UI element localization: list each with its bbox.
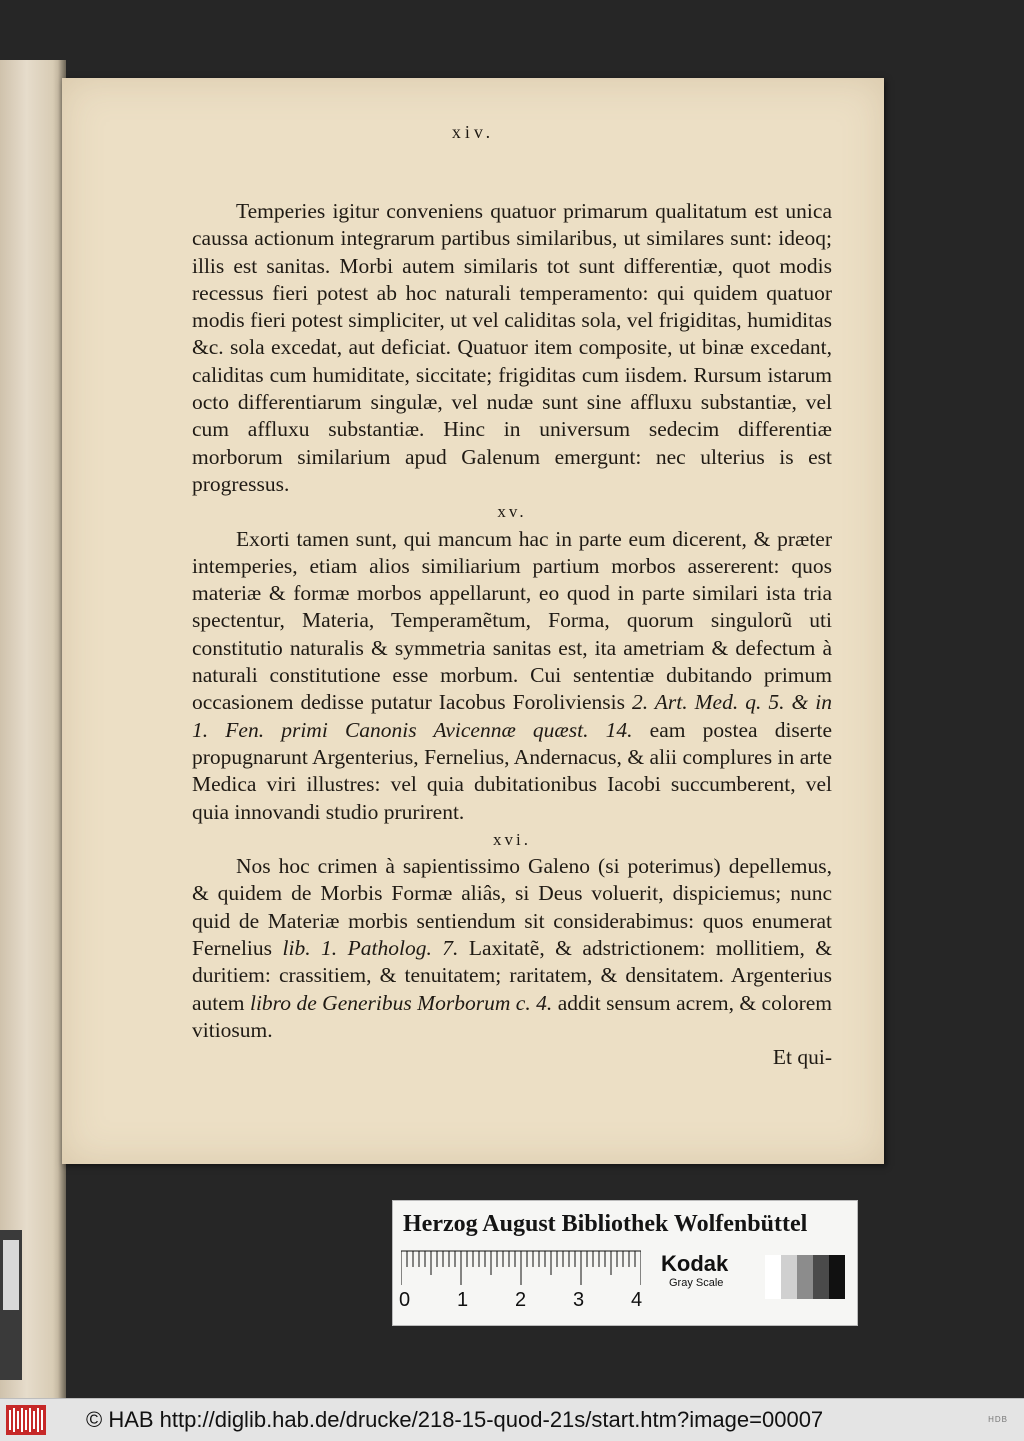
kodak-logo: Kodak	[661, 1251, 729, 1276]
paragraph-16	[192, 853, 832, 1044]
gray-swatch	[829, 1255, 845, 1299]
gray-scale-label: Gray Scale	[669, 1277, 724, 1289]
color-reference-card	[392, 1200, 858, 1326]
footer-bar	[0, 1398, 1024, 1441]
ruler-number: 4	[631, 1289, 643, 1311]
side-strip-label	[3, 1240, 19, 1310]
paragraph-15	[192, 526, 832, 826]
citation-italic: lib. 1. Patholog. 7.	[282, 936, 459, 961]
ruler-scale	[401, 1249, 641, 1285]
paragraph-16-part-a: Nos hoc crimen à sapientissimo Galeno (si poterimus) depellemus, & quidem de Morbis Formæ aliâs, si Deus voluerit, dispiciemus; nunc quid de Materiæ morbis sentiendum sit considerabimus: quos enumerat Fernelius	[192, 854, 832, 961]
ruler-number: 0	[399, 1289, 411, 1311]
facing-page-edge	[0, 60, 66, 1400]
section-heading-14: xiv.	[451, 122, 495, 142]
gray-swatch	[813, 1255, 829, 1299]
page-text	[192, 198, 832, 1072]
copyright-url: © HAB http://diglib.hab.de/drucke/218-15-quod-21s/start.htm?image=00007	[86, 1407, 824, 1432]
footer-mark: HDB	[988, 1415, 1008, 1424]
gray-swatches	[765, 1255, 845, 1299]
ruler-number: 2	[515, 1289, 527, 1311]
gray-swatch	[781, 1255, 797, 1299]
citation-italic: 2. Art. Med. q. 5. & in 1. Fen. primi Canonis Avicennæ quæst. 14.	[192, 690, 833, 742]
ruler-numbers	[397, 1289, 647, 1313]
ruler-number: 3	[573, 1289, 585, 1311]
gray-swatch	[765, 1255, 781, 1299]
paragraph-15-part-a: Exorti tamen sunt, qui mancum hac in parte eum dicerent, & præter intemperies, etiam alios similiarium partium morbos assererent: quos materiæ & formæ morbos appellarunt, eo quod in parte similari ista tria spectentur, Materia, Temperamẽtum, Forma, quorum singulorũ uti constitutio naturalis & symmetria sanitas est, ita ametriam & defectum à naturali constitutione esse morbum. Cui sententiæ dubitando primum occasionem dedisse putatur Iacobus Foroliviensis	[192, 526, 832, 715]
paragraph-16-part-c: addit sensum acrem, & colorem vitiosum.	[192, 990, 832, 1042]
book-page	[62, 78, 884, 1164]
citation-italic: libro de Generibus Morborum c. 4.	[249, 990, 553, 1015]
section-heading-16: xvi.	[493, 829, 531, 849]
paragraph-15-part-b: eam postea diserte propugnarunt Argenterius, Fernelius, Andernacus, & alii complures in arte Medica viri illustres: vel quia dubitationibus Iacobi succumberent, vel quia innovandi studio prurirent.	[192, 717, 833, 824]
section-heading-15: xv.	[497, 502, 527, 522]
hab-barcode-icon	[6, 1405, 46, 1435]
library-name: Herzog August Bibliothek Wolfenbüttel	[403, 1211, 808, 1237]
paragraph-16-part-b: Laxitatẽ, & adstrictionem: mollitiem, & duritiem: crassitiem, & tenuitatem; raritatem, & densitatem. Argenterius autem	[192, 936, 833, 1015]
ruler-number: 1	[457, 1289, 469, 1311]
gray-swatch	[797, 1255, 813, 1299]
catchword: Et qui-	[772, 1045, 832, 1070]
paragraph-14: Temperies igitur conveniens quatuor primarum qualitatum est unica caussa actionum integrarum partibus similaribus, ut similares sunt: ideoq; illis est sanitas. Morbi autem similaris tot sunt differentiæ, quot modis recessus fieri potest ab hoc naturali temperamento: qui quidem quatuor modis fieri potest simpliciter, ut vel caliditas sola, vel frigiditas, humiditas &c. sola excedat, aut deficiat. Quatuor item composite, ut binæ excedant, caliditas cum humiditate, siccitate; frigiditas cum iisdem. Rursum istarum octo differentiarum singulæ, vel nudæ sunt sine affluxu substantiæ, vel cum affluxu substantiæ. Hinc in universum sedecim differentiæ morborum similarium apud Galenum emergunt: nec ulterius is est progressus.	[192, 199, 832, 496]
